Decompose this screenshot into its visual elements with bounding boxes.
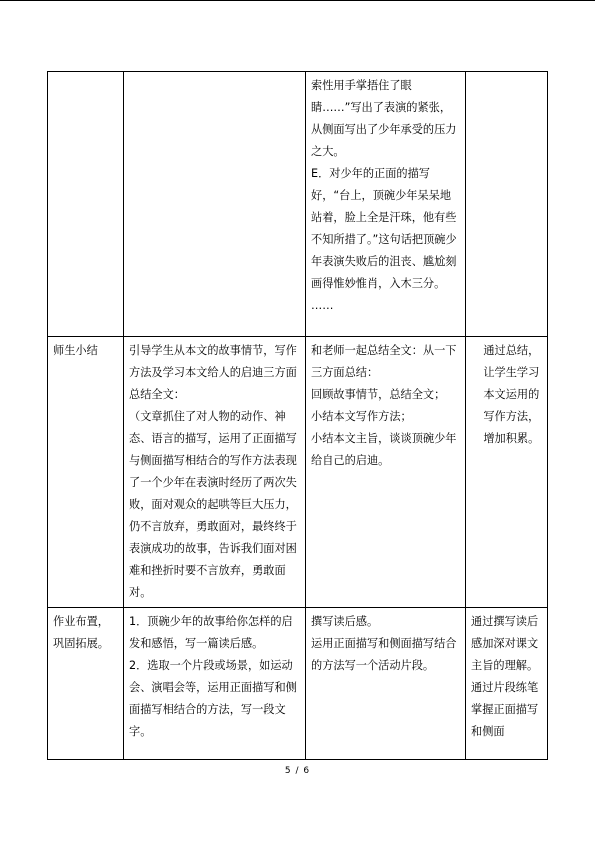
teacher-activity-text: 2．选取一个片段或场景，如运动会、演唱会等，运用正面描写和侧面描写相结合的方法，写一段文字。 <box>129 659 297 738</box>
student-activity-cell <box>306 608 466 760</box>
student-activity-cell <box>306 72 466 337</box>
teacher-activity-text: 1．顶碗少年的故事给你怎样的启发和感悟，写一篇读后感。 <box>129 615 293 650</box>
design-intent-cell <box>466 608 548 760</box>
teacher-activity-cell <box>124 72 306 337</box>
student-activity-text: 撰写读后感。 <box>311 615 379 628</box>
student-activity-text: 小结本文主旨，谈谈顶碗少年给自己的启迪。 <box>311 432 457 467</box>
stage-cell <box>48 608 124 760</box>
student-activity-text: …… <box>311 299 334 312</box>
student-activity-text: 索性用手掌捂住了眼睛……”写出了表演的紧张，从侧面写出了少年承受的压力之大。 <box>311 79 457 158</box>
student-activity-cell <box>306 337 466 608</box>
student-activity-text: 和老师一起总结全文：从一下三方面总结： <box>311 344 457 379</box>
design-intent-cell <box>466 72 548 337</box>
header-rule <box>0 0 595 1</box>
stage-cell <box>48 72 124 337</box>
lesson-plan-table <box>47 71 548 760</box>
stage-cell <box>48 337 124 608</box>
design-intent-text: 通过片段练笔掌握正面描写和侧面 <box>471 681 539 738</box>
teacher-activity-cell <box>124 337 306 608</box>
stage-label: 作业布置，巩固拓展。 <box>53 615 109 650</box>
student-activity-text: 小结本文写作方法； <box>311 410 412 423</box>
student-activity-text: 回顾故事情节，总结全文； <box>311 388 446 401</box>
table-row <box>48 72 548 337</box>
teacher-activity-text: （文章抓住了对人物的动作、神态、语言的描写，运用了正面描写与侧面描写相结合的写作方法表现了一个少年在表演时经历了两次失败，面对观众的起哄等巨大压力，仍不言放弃，勇敢面对，最终终于表演成功的故事，告诉我们面对困难和挫折时要不言放弃，勇敢面对。 <box>129 410 297 599</box>
teacher-activity-text: 引导学生从本文的故事情节，写作方法及学习本文给人的启迪三方面总结全文： <box>129 344 297 401</box>
student-activity-text: E．对少年的正面的描写好，“台上，顶碗少年呆呆地站着，脸上全是汗珠，他有些不知所措了。”这句话把顶碗少年表演失败后的沮丧、尴尬刻画得惟妙惟肖，入木三分。 <box>311 167 457 290</box>
design-intent-text: 通过撰写读后感加深对课文主旨的理解。 <box>471 615 539 672</box>
table-row <box>48 337 548 608</box>
teacher-activity-cell <box>124 608 306 760</box>
design-intent-cell <box>466 337 548 608</box>
table-row <box>48 608 548 760</box>
page-number: 5 / 6 <box>284 766 311 776</box>
student-activity-text: 运用正面描写和侧面描写结合的方法写一个活动片段。 <box>311 637 457 672</box>
design-intent-text: 通过总结，让学生学习本文运用的写作方法，增加积累。 <box>483 344 540 445</box>
stage-label: 师生小结 <box>53 344 98 357</box>
